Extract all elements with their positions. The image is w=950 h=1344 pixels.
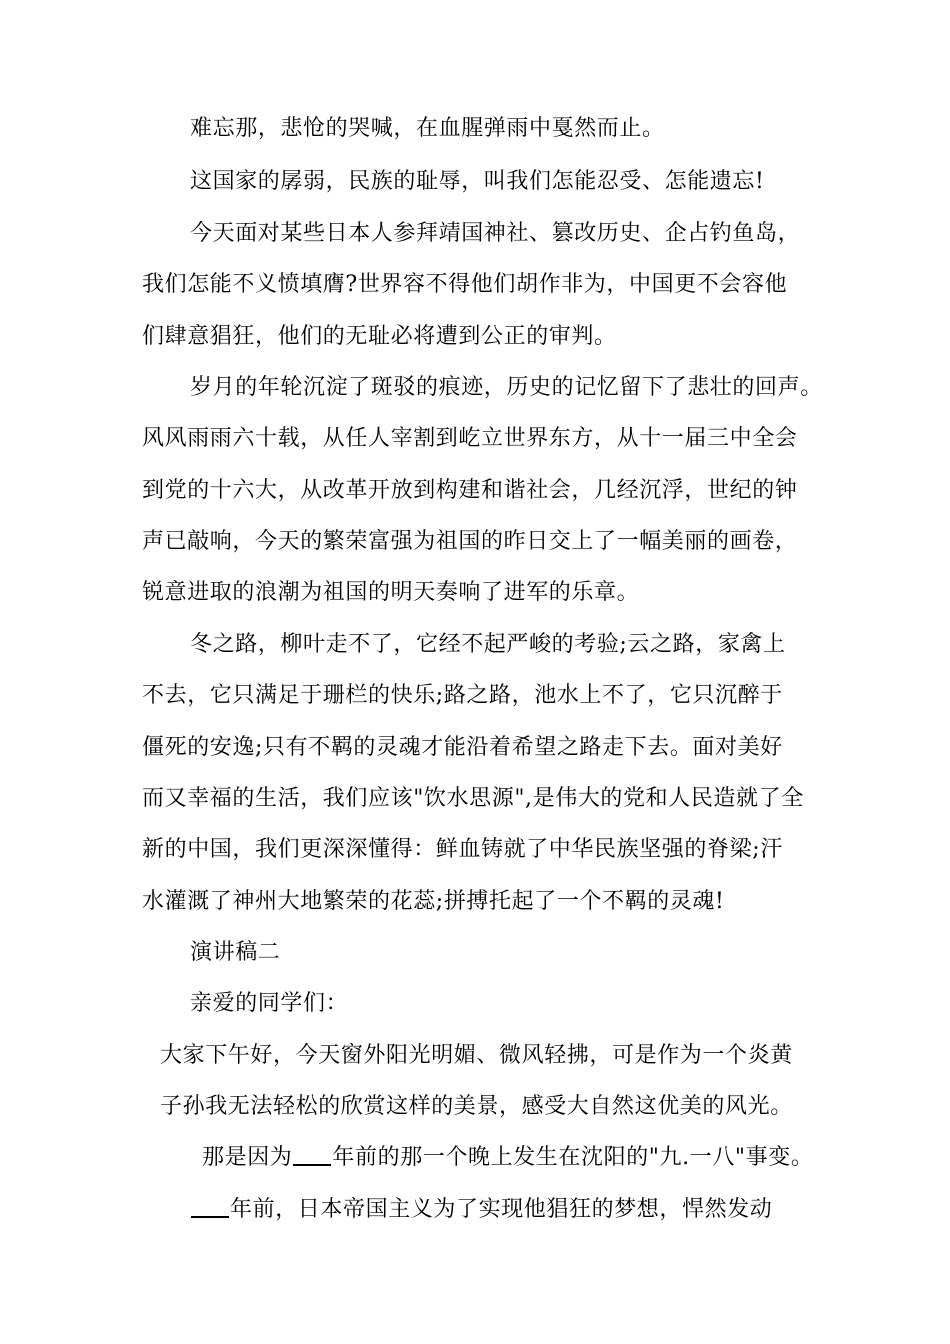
text-line: 我们怎能不义愤填膺?世界容不得他们胡作非为，中国更不会容他	[142, 272, 788, 297]
text-segment: 那是因为	[202, 1145, 293, 1170]
fill-in-blank	[191, 1196, 229, 1218]
text-line-with-blank	[190, 1195, 772, 1225]
text-line: 水灌溉了神州大地繁荣的花蕊;拼搏托起了一个不羁的灵魂!	[142, 889, 725, 914]
text-line: 不去，它只满足于珊栏的快乐;路之路，池水上不了，它只沉醉于	[142, 683, 783, 708]
text-line: 风风雨雨六十载，从任人宰割到屹立世界东方，从十一届三中全会	[142, 426, 798, 451]
text-line-with-blank	[202, 1143, 813, 1173]
text-line: 到党的十六大，从改革开放到构建和谐社会，几经沉浮，世纪的钟	[142, 478, 798, 503]
text-line: 大家下午好，今天窗外阳光明媚、微风轻拂，可是作为一个炎黄	[160, 1043, 793, 1068]
text-line: 锐意进取的浪潮为祖国的明天奏响了进军的乐章。	[142, 580, 640, 605]
text-line: 们肆意猖狂，他们的无耻必将遭到公正的审判。	[142, 324, 617, 349]
text-line: 子孙我无法轻松的欣赏这样的美景，感受大自然这优美的风光。	[160, 1094, 793, 1119]
text-line: 岁月的年轮沉淀了斑驳的痕迹，历史的记忆留下了悲壮的回声。	[190, 375, 823, 400]
text-line: 这国家的孱弱，民族的耻辱，叫我们怎能忍受、怎能遗忘!	[190, 169, 765, 194]
text-segment: 年前，日本帝国主义为了实现他猖狂的梦想，悍然发动	[230, 1197, 773, 1222]
text-line: 僵死的安逸;只有不羁的灵魂才能沿着希望之路走下去。面对美好	[142, 735, 783, 760]
text-segment: 年前的那一个晚上发生在沈阳的"九.一八"事变。	[332, 1145, 814, 1170]
text-line: 冬之路，柳叶走不了，它经不起严峻的考验;云之路，家禽上	[190, 632, 786, 657]
text-line: 今天面对某些日本人参拜靖国神社、篡改历史、企占钓鱼岛，	[190, 221, 801, 246]
section-heading: 演讲稿二	[190, 940, 281, 965]
fill-in-blank	[293, 1144, 331, 1166]
text-line: 声已敲响，今天的繁荣富强为祖国的昨日交上了一幅美丽的画卷，	[142, 529, 798, 554]
text-line: 而又幸福的生活，我们应该"饮水思源",是伟大的党和人民造就了全	[142, 786, 804, 811]
text-line: 新的中国，我们更深深懂得：鲜血铸就了中华民族坚强的脊梁;汗	[142, 837, 783, 862]
salutation: 亲爱的同学们：	[190, 991, 349, 1016]
text-line: 难忘那，悲怆的哭喊，在血腥弹雨中戛然而止。	[190, 116, 665, 141]
